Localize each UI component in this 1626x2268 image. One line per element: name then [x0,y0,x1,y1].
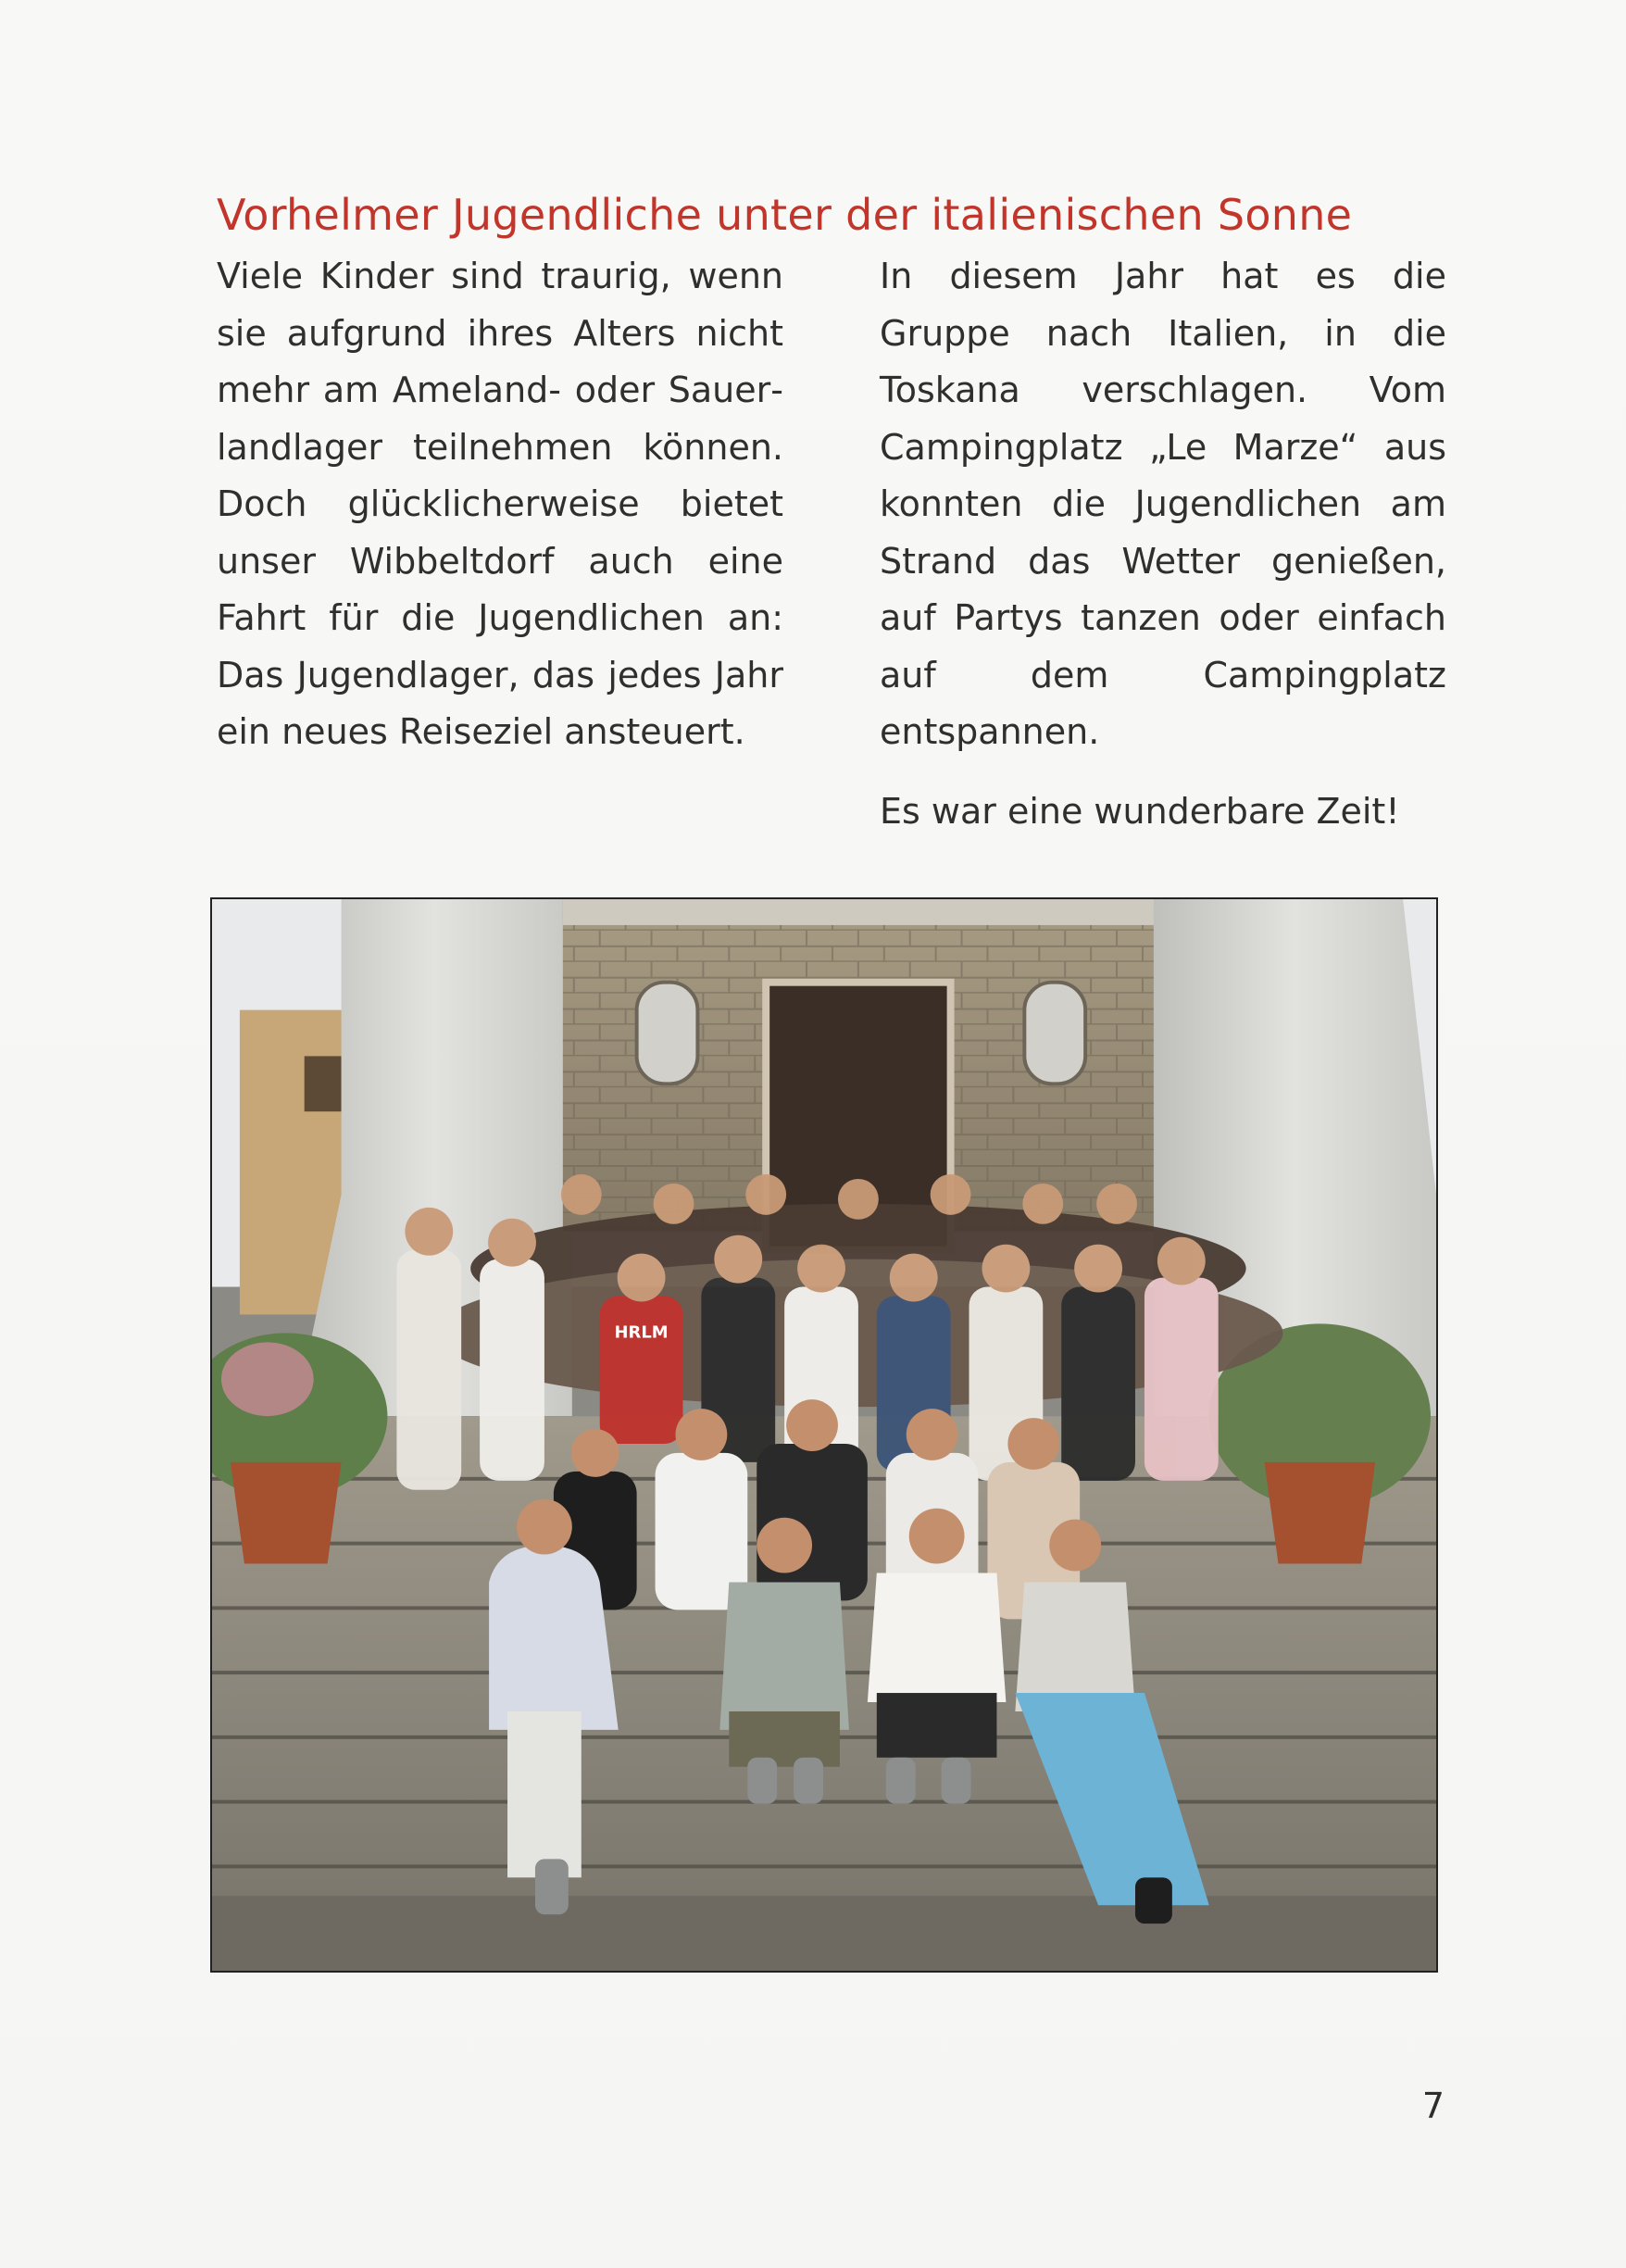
paragraph-right-2: Es war eine wunderbare Zeit! [880,790,1400,832]
group-photo-illustration [212,899,1436,1971]
paragraph-right-1: In diesem Jahr hat es die Gruppe nach Italien, in die Toskana verschlagen. Vom Campingplatz „Le Marze“ aus konnten die Jugendlichen am Strand das Wetter genießen, auf Partys tanzen oder einfach auf dem Campingplatz entspannen. [880,256,1446,752]
article-headline: Vorhelmer Jugendliche unter der italienischen Sonne [217,190,1353,240]
paragraph-left: Viele Kinder sind traurig, wenn sie aufgrund ihres Alters nicht mehr am Ameland- oder Sauerlandlager teilnehmen können. Doch glücklicherweise bietet unser Wibbeltdorf auch eine Fahrt für die Jugendlichen an: Das Jugendlager, das jedes Jahr ein neues Reiseziel ansteuert. [217,256,783,752]
article-column-left [217,248,783,783]
shirt-text: HRLM [614,1322,669,1343]
page-number: 7 [1421,2086,1445,2126]
group-photo [210,897,1438,1973]
article-column-right [880,248,1446,862]
red-shirt-person [600,1297,683,1444]
